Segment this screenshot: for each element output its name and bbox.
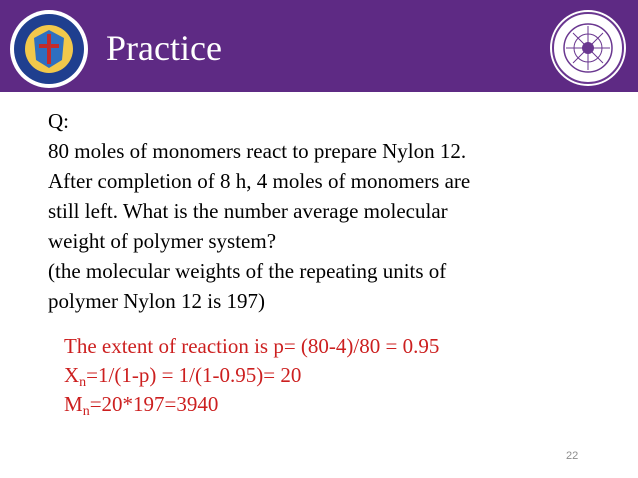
question-line: After completion of 8 h, 4 moles of monomers are xyxy=(48,169,471,193)
slide-header xyxy=(0,0,638,92)
university-crest-icon xyxy=(8,8,90,90)
page-number: 22 xyxy=(566,450,579,462)
answer-text xyxy=(64,332,584,419)
xn-subscript: n xyxy=(79,375,87,390)
answer-line-extent: The extent of reaction is p= (80-4)/80 = 0.95 xyxy=(64,334,440,358)
question-line: weight of polymer system? xyxy=(48,229,277,253)
mn-subscript: n xyxy=(82,404,90,419)
answer-line-mn xyxy=(64,390,584,419)
answer-line-xn xyxy=(64,361,584,390)
question-line: still left. What is the number average molecular xyxy=(48,199,448,223)
xn-equation: =1/(1-p) = 1/(1-0.95)= 20 xyxy=(86,363,302,387)
question-line: Q: xyxy=(48,109,69,133)
xn-symbol: X xyxy=(64,363,80,387)
mn-equation: =20*197=3940 xyxy=(89,392,219,416)
tsing-hua-university-seal-icon xyxy=(548,8,628,88)
question-text xyxy=(48,106,608,316)
question-line: 80 moles of monomers react to prepare Nylon 12. xyxy=(48,139,467,163)
slide-title: Practice xyxy=(106,28,222,68)
mn-symbol: M xyxy=(64,392,83,416)
question-line: (the molecular weights of the repeating units of xyxy=(48,259,447,283)
question-line: polymer Nylon 12 is 197) xyxy=(48,289,265,313)
